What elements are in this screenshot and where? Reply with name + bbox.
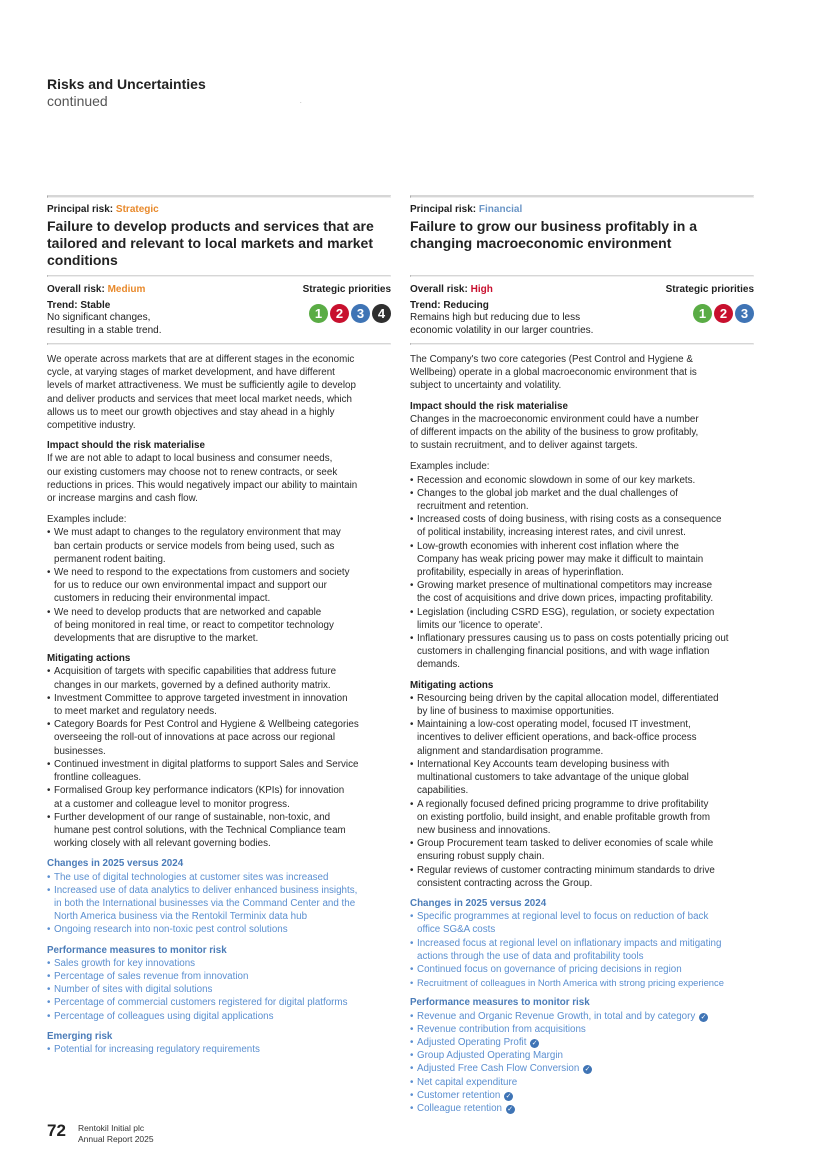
list-item: • Percentage of colleagues using digital applications [47, 1010, 391, 1023]
list-item: • Increased costs of doing business, with rising costs as a consequence of political instability, increasing interest rates, and civil unrest. [410, 513, 754, 539]
changes-heading: Changes in 2025 versus 2024 [410, 897, 547, 909]
list-item: • Recruitment of colleagues in North America with strong pricing experience [410, 976, 754, 989]
list-item: • Number of sites with digital solutions [47, 983, 391, 996]
risk-body [47, 353, 391, 1056]
changes-list [410, 910, 754, 989]
company-name: Rentokil Initial plc [78, 1123, 145, 1133]
list-item: • Regular reviews of customer contracting minimum standards to drive consistent contracting across the Group. [410, 864, 754, 890]
list-item: • Category Boards for Pest Control and Hygiene & Wellbeing categories overseeing the roll-out of innovations at pace across our regional businesses. [47, 718, 391, 758]
list-item: • Percentage of sales revenue from innovation [47, 970, 391, 983]
section-subtitle: continued [47, 93, 108, 109]
list-item: • Further development of our range of sustainable, non-toxic, and humane pest control solutions, with the Technical Compliance team working closely with all relevant governing bodies. [47, 811, 391, 851]
mitigating-list [47, 665, 391, 850]
performance-list [47, 957, 391, 1023]
risk-category: Strategic [115, 204, 159, 215]
list-item: • Percentage of commercial customers registered for digital platforms [47, 996, 391, 1009]
priority-3-badge: 3 [351, 304, 370, 323]
kpi-badge-icon: ✓ [505, 1092, 512, 1100]
list-item: • Revenue and Organic Revenue Growth, in total and by category ✓ [410, 1010, 754, 1023]
list-item: • Recession and economic slowdown in some of our key markets. [410, 474, 754, 487]
impact-paragraph: If we are not able to adapt to local business and consumer needs, our existing customers may choose not to renew contracts, or seek reductions in prices. This would negatively impact our ability to maintain or increase margins and cash flow. [47, 453, 358, 505]
kpi-badge-icon: ✓ [531, 1039, 538, 1047]
list-item: • Colleague retention ✓ [410, 1102, 754, 1115]
list-item: • Adjusted Operating Profit ✓ [410, 1036, 754, 1049]
list-item: • We need to respond to the expectations from customers and society for us to reduce our own environmental impact and support our customers in reducing their environmental impact. [47, 566, 391, 606]
priority-1-badge: 1 [309, 304, 328, 323]
mitigating-heading: Mitigating actions [410, 679, 494, 691]
priority-3-badge: 3 [735, 304, 754, 323]
examples-list [410, 474, 754, 672]
priority-2-badge: 2 [714, 304, 733, 323]
stray-dot: . [300, 99, 302, 105]
changes-list [47, 871, 391, 937]
strategic-priorities [309, 304, 391, 323]
intro-paragraph: We operate across markets that are at different stages in the economic cycle, at varying stages of market development, and have different levels of market attractiveness. We must be sufficiently agile to develop and deliver products and services that meet local market needs, which allows us to meet our growth objectives and stay ahead in a highly competitive industry. [47, 354, 356, 432]
list-item: • Growing market presence of multinational competitors may increase the cost of acquisitions and drive down prices, impacting profitability. [410, 579, 754, 605]
strategic-priorities-label: Strategic priorities [665, 284, 754, 295]
trend-description: Remains high but reducing due to less economic volatility in our larger countries. [410, 312, 594, 336]
performance-heading: Performance measures to monitor risk [47, 944, 227, 956]
trend-label: Trend: Stable [47, 300, 111, 311]
list-item: • Maintaining a low-cost operating model, focused IT investment, incentives to deliver efficient operations, and back-office process alignment and standardisation programme. [410, 718, 754, 758]
emerging-list [47, 1043, 391, 1056]
kpi-badge-icon: ✓ [584, 1066, 591, 1074]
list-item: • Specific programmes at regional level to focus on reduction of back office SG&A costs [410, 910, 754, 936]
impact-heading: Impact should the risk materialise [47, 440, 205, 452]
trend-label: Trend: Reducing [410, 300, 489, 311]
list-item: • Increased use of data analytics to deliver enhanced business insights, in both the International businesses via the Command Center and the North America business via the Rentokil Terminix data hub [47, 884, 391, 924]
emerging-heading: Emerging risk [47, 1030, 113, 1042]
list-item: • Legislation (including CSRD ESG), regulation, or society expectation limits our 'licence to operate'. [410, 606, 754, 632]
priority-2-badge: 2 [330, 304, 349, 323]
list-item: • Revenue contribution from acquisitions [410, 1023, 754, 1036]
intro-paragraph: The Company's two core categories (Pest Control and Hygiene & Wellbeing) operate in a global macroeconomic environment that is subject to uncertainty and volatility. [410, 354, 697, 392]
impact-paragraph: Changes in the macroeconomic environment could have a number of different impacts on the ability of the business to grow profitably, to sustain recruitment, and to deliver against targets. [410, 413, 699, 452]
risk-meta [410, 277, 754, 343]
list-item: • International Key Accounts team developing business with multinational customers to take advantage of the unique global capabilities. [410, 758, 754, 798]
divider [47, 343, 391, 345]
list-item: • Continued investment in digital platforms to support Sales and Service frontline colleagues. [47, 758, 391, 784]
risk-meta [47, 277, 391, 343]
examples-heading: Examples include: [47, 514, 127, 526]
list-item: • Increased focus at regional level on inflationary impacts and mitigating actions through the use of data and profitability tools [410, 937, 754, 963]
list-item: • Low-growth economies with inherent cost inflation where the Company has weak pricing power may make it difficult to maintain profitability, especially in areas of hyperinflation. [410, 540, 754, 580]
divider [410, 343, 754, 345]
principal-risk-label: Principal risk: Strategic [47, 204, 159, 215]
risk-title: Failure to grow our business profitably in a changing macroeconomic environment [410, 218, 698, 251]
list-item: • Sales growth for key innovations [47, 957, 391, 970]
list-item: • A regionally focused defined pricing programme to drive profitability on existing portfolio, build insight, and enable profitable growth from new business and innovations. [410, 798, 754, 838]
risk-title: Failure to develop products and services that are tailored and relevant to local markets and market conditions [47, 218, 374, 268]
priority-1-badge: 1 [693, 304, 712, 323]
strategic-priorities [693, 304, 754, 323]
list-item: • Inflationary pressures causing us to pass on costs potentially pricing out customers in challenging financial positions, and with wage inflation demands. [410, 632, 754, 672]
overall-risk-value: Medium [107, 284, 146, 295]
list-item: • Investment Committee to approve targeted investment in innovation to meet market and regulatory needs. [47, 692, 391, 718]
list-item: • The use of digital technologies at customer sites was increased [47, 871, 391, 884]
mitigating-list [410, 692, 754, 890]
page-number: 72 [47, 1121, 66, 1140]
list-item: • Adjusted Free Cash Flow Conversion ✓ [410, 1062, 754, 1075]
list-item: • Group Adjusted Operating Margin [410, 1049, 754, 1062]
list-item: • Ongoing research into non-toxic pest control solutions [47, 923, 391, 936]
mitigating-heading: Mitigating actions [47, 653, 131, 665]
list-item: • Continued focus on governance of pricing decisions in region [410, 963, 754, 976]
risk-column-strategic [47, 195, 391, 1056]
trend-description: No significant changes, resulting in a stable trend. [47, 312, 162, 336]
top-rule [47, 195, 391, 198]
risk-body [410, 353, 754, 1115]
list-item: • Formalised Group key performance indicators (KPIs) for innovation at a customer and colleague level to monitor progress. [47, 784, 391, 810]
changes-heading: Changes in 2025 versus 2024 [47, 858, 184, 870]
list-item: • Net capital expenditure [410, 1076, 754, 1089]
overall-risk-value: High [470, 284, 493, 295]
risk-category: Financial [478, 204, 523, 215]
performance-heading: Performance measures to monitor risk [410, 997, 590, 1009]
overall-risk: Overall risk: Medium [47, 284, 146, 295]
examples-list [47, 526, 391, 645]
list-item: • We must adapt to changes to the regulatory environment that may ban certain products or service models from being used, such as permanent rodent baiting. [47, 526, 391, 566]
examples-heading: Examples include: [410, 461, 490, 473]
impact-heading: Impact should the risk materialise [410, 400, 568, 412]
priority-4-badge: 4 [372, 304, 391, 323]
list-item: • Customer retention ✓ [410, 1089, 754, 1102]
list-item: • Resourcing being driven by the capital allocation model, differentiated by line of business to maximise opportunities. [410, 692, 754, 718]
top-rule [410, 195, 754, 198]
kpi-badge-icon: ✓ [507, 1105, 514, 1113]
principal-risk-label: Principal risk: Financial [410, 204, 523, 215]
list-item: • We need to develop products that are networked and capable of being monitored in real time, or react to competitor technology developments that are disruptive to the market. [47, 606, 391, 646]
list-item: • Changes to the global job market and the dual challenges of recruitment and retention. [410, 487, 754, 513]
report-name: Annual Report 2025 [78, 1134, 154, 1144]
performance-list [410, 1010, 754, 1116]
list-item: • Potential for increasing regulatory requirements [47, 1043, 391, 1056]
list-item: • Group Procurement team tasked to deliver economies of scale while ensuring robust supply chain. [410, 837, 754, 863]
risk-column-financial [410, 195, 754, 1115]
overall-risk: Overall risk: High [410, 284, 493, 295]
kpi-badge-icon: ✓ [700, 1013, 707, 1021]
section-title: Risks and Uncertainties [47, 76, 206, 92]
strategic-priorities-label: Strategic priorities [302, 284, 391, 295]
list-item: • Acquisition of targets with specific capabilities that address future changes in our markets, governed by a defined authority matrix. [47, 665, 391, 691]
